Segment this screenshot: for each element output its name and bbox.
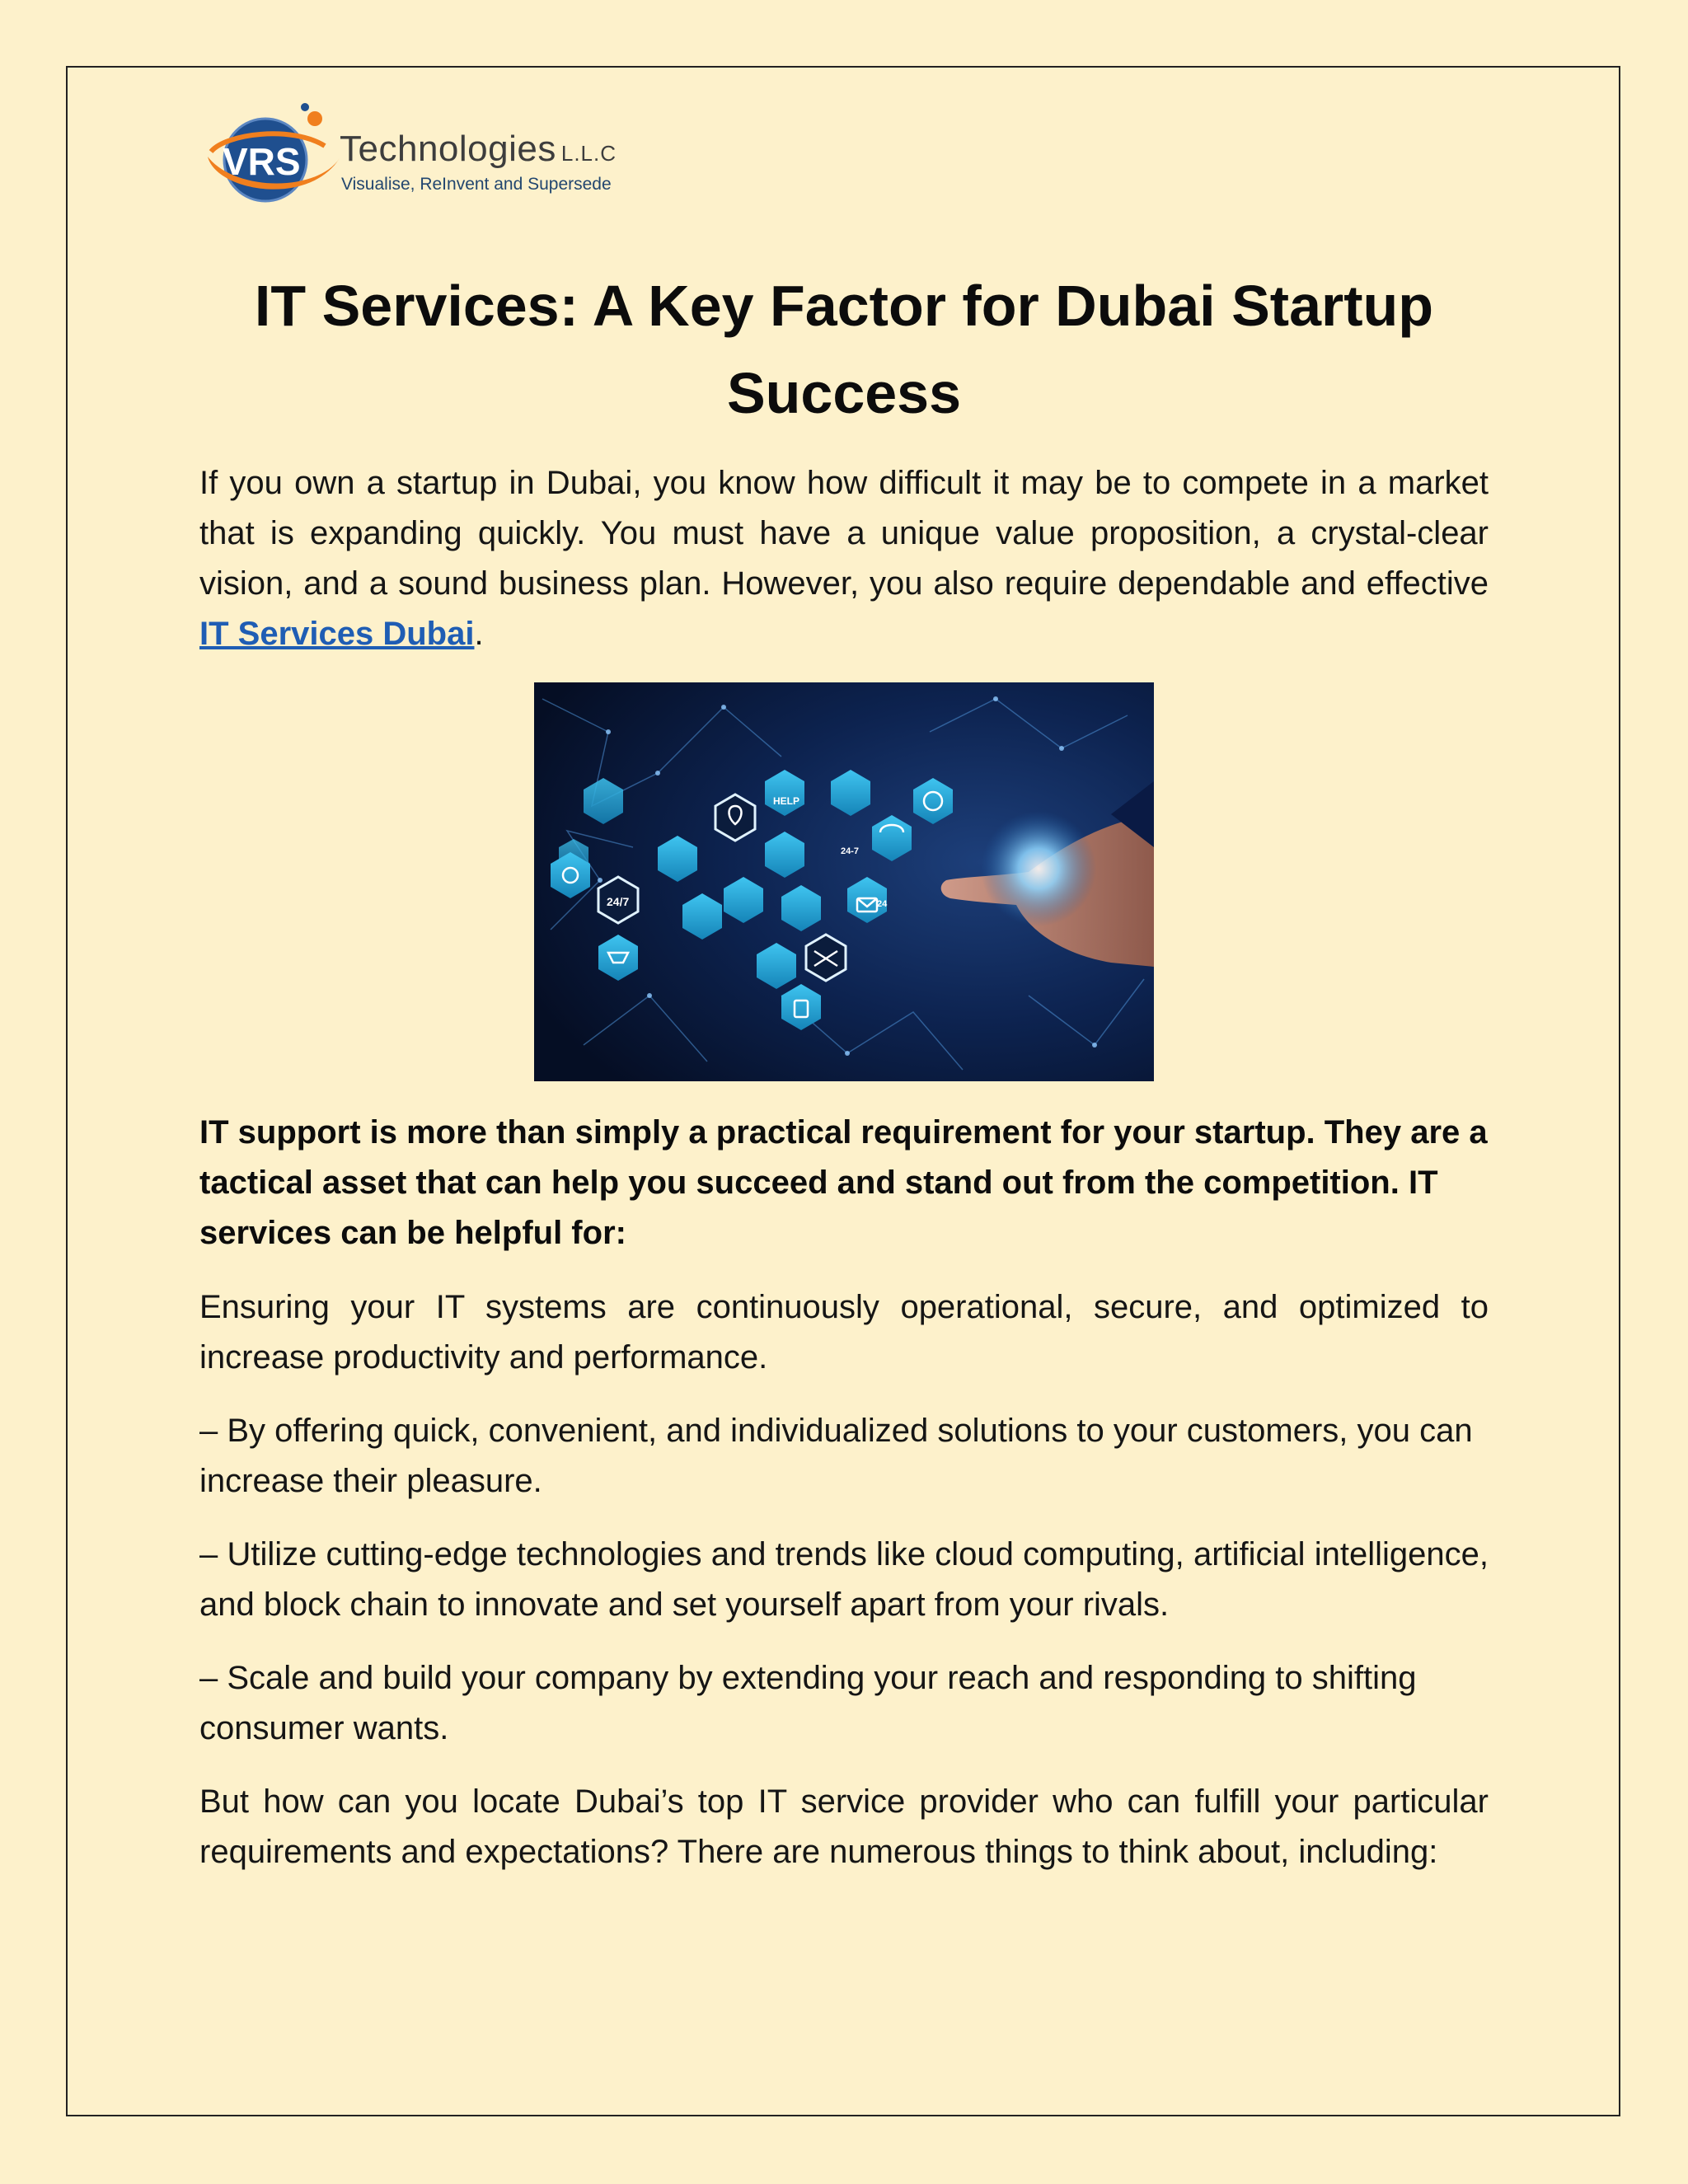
intro-text-end: . xyxy=(474,616,484,652)
vrs-logo-icon xyxy=(201,101,341,224)
twenty-four-seven-badge-text: 24/7 xyxy=(607,895,630,908)
it-support-network-illustration xyxy=(534,682,1154,1081)
logo-mark-text: VRS xyxy=(223,140,301,183)
closing-paragraph: But how can you locate Dubai’s top IT service provider who can fulfill your particular requirements and expectations? There are numerous things to think about, including: xyxy=(199,1783,1489,1870)
list-item: – By offering quick, convenient, and individualized solutions to your customers, you can increase their pleasure. xyxy=(199,1413,1473,1499)
logo-tagline: Visualise, ReInvent and Supersede xyxy=(341,175,612,194)
list-item: Ensuring your IT systems are continuously operational, secure, and optimized to increase productivity and performance. xyxy=(199,1289,1489,1376)
hero-image xyxy=(534,682,1154,1081)
list-item: – Utilize cutting-edge technologies and trends like cloud computing, artificial intelligence, and block chain to innovate and set yourself apart from your rivals. xyxy=(199,1536,1489,1623)
bold-intro-paragraph: IT support is more than simply a practical requirement for your startup. They are a tactical asset that can help you succeed and stand out from the competition. IT services can be helpful for: xyxy=(199,1114,1488,1251)
company-logo[interactable] xyxy=(201,101,630,224)
it-services-dubai-link[interactable]: IT Services Dubai xyxy=(199,616,475,652)
logo-name-text: Technologies xyxy=(340,129,556,169)
page-title: IT Services: A Key Factor for Dubai Startup Success xyxy=(254,274,1434,425)
logo-company-name xyxy=(340,129,617,170)
logo-suffix: L.L.C xyxy=(560,141,617,166)
intro-text: If you own a startup in Dubai, you know how difficult it may be to compete in a market that is expanding quickly. You must have a unique value proposition, a crystal-clear vision, and a sound business plan. However, you also require dependable and effective xyxy=(199,465,1489,602)
twenty-four-seven-small-badge-text: 24-7 xyxy=(841,846,860,856)
intro-paragraph xyxy=(199,458,1489,659)
list-item: – Scale and build your company by extending your reach and responding to shifting consumer wants. xyxy=(199,1660,1417,1746)
help-badge-text: HELP xyxy=(773,795,800,807)
twenty-four-badge-text: 24 xyxy=(877,899,888,909)
